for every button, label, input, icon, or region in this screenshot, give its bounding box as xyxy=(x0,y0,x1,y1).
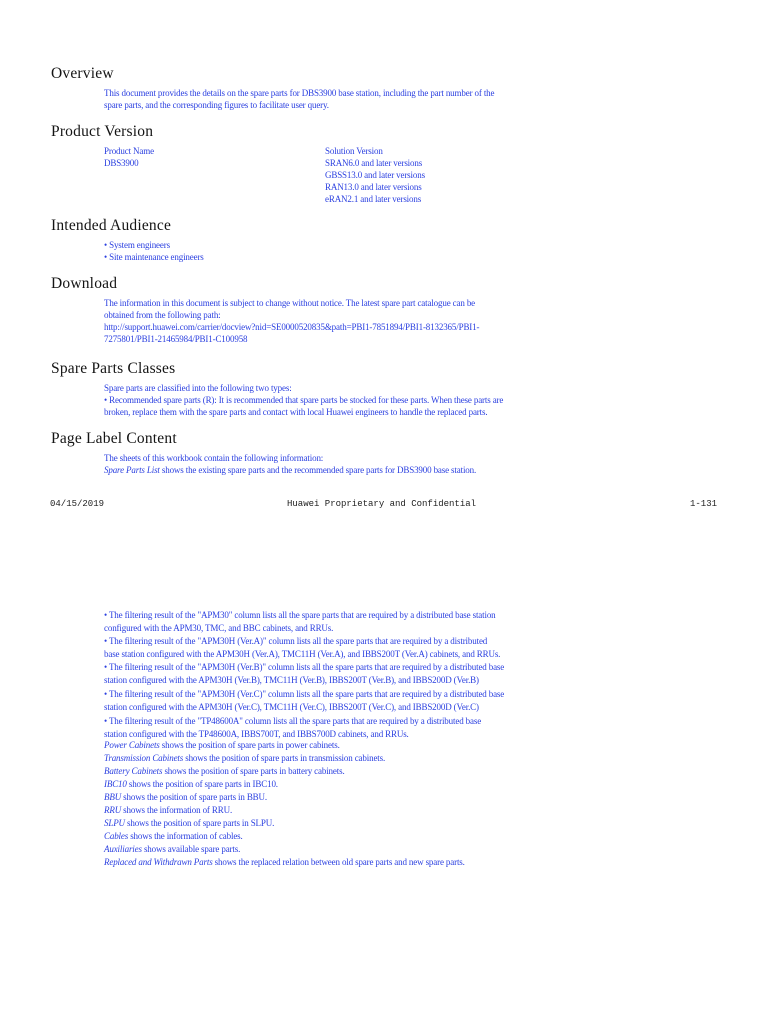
footer-confidential: Huawei Proprietary and Confidential xyxy=(287,499,477,509)
sheet-link[interactable]: Auxiliaries xyxy=(104,844,142,854)
filter-item xyxy=(104,688,504,713)
sheet-description xyxy=(104,765,465,778)
filter-item xyxy=(104,661,504,686)
sheet-description-text: shows the position of spare parts in BBU. xyxy=(121,792,267,802)
sheet-link[interactable]: RRU xyxy=(104,805,122,815)
sheet-description-text: shows the position of spare parts in battery cabinets. xyxy=(162,766,345,776)
sheet-link[interactable]: Battery Cabinets xyxy=(104,766,163,776)
product-name-value: DBS3900 xyxy=(104,158,139,168)
filter-line: • The filtering result of the "APM30H (Ver.B)" column lists all the spare parts that are required by a distributed base xyxy=(104,662,505,672)
filter-line: • The filtering result of the "TP48600A" column lists all the spare parts that are required by a distributed base xyxy=(104,716,482,726)
audience-item: • System engineers xyxy=(104,240,170,250)
solution-version-value: SRAN6.0 and later versions xyxy=(325,158,423,168)
filter-item xyxy=(104,635,504,659)
footer-page-number: 1-131 xyxy=(690,499,718,509)
filter-line: configured with the APM30, TMC, and BBC cabinets, and RRUs. xyxy=(104,623,334,633)
sheet-description xyxy=(104,804,465,817)
solution-version-column xyxy=(325,145,425,205)
download-link[interactable]: http://support.huawei.com/carrier/docview?nid=SE0000520835&path=PBI1-7851894/PBI1-8132365/PBI1- xyxy=(104,322,480,332)
filter-line: station configured with the APM30H (Ver.C), TMC11H (Ver.C), IBBS200T (Ver.C), and IBBS200D (Ver.C) xyxy=(104,702,479,712)
page-label-content-heading: Page Label Content xyxy=(51,430,177,447)
audience-list xyxy=(104,239,204,263)
footer-date: 04/15/2019 xyxy=(50,499,105,509)
sheet-description-text: shows available spare parts. xyxy=(141,844,241,854)
filter-descriptions xyxy=(104,609,504,740)
sheet-description xyxy=(104,752,465,765)
sheet-description-text: shows the position of spare parts in SLPU. xyxy=(124,818,275,828)
solution-version-value: RAN13.0 and later versions xyxy=(325,182,422,192)
sheet-description-text: shows the existing spare parts and the recommended spare parts for DBS3900 base station. xyxy=(159,465,477,475)
product-name-column xyxy=(104,145,154,169)
classes-line: • Recommended spare parts (R): It is recommended that spare parts be stocked for these parts. When these parts are xyxy=(104,395,504,405)
spare-parts-classes-heading: Spare Parts Classes xyxy=(51,360,176,377)
filter-line: • The filtering result of the "APM30" column lists all the spare parts that are required by a distributed base station xyxy=(104,610,496,620)
filter-line: • The filtering result of the "APM30H (Ver.A)" column lists all the spare parts that are required by a distributed xyxy=(104,636,488,646)
sheet-description-text: shows the information of cables. xyxy=(128,831,243,841)
classes-line: Spare parts are classified into the following two types: xyxy=(104,383,292,393)
sheet-description xyxy=(104,843,465,856)
product-version-heading: Product Version xyxy=(51,123,154,140)
sheet-description-text: shows the position of spare parts in power cabinets. xyxy=(159,740,340,750)
page-label-content-text xyxy=(104,452,476,476)
intended-audience-heading: Intended Audience xyxy=(51,217,172,234)
filter-line: station configured with the TP48600A, IBBS700T, and IBBS700D cabinets, and RRUs. xyxy=(104,729,409,739)
sheet-link[interactable]: Transmission Cabinets xyxy=(104,753,184,763)
sheet-description xyxy=(104,464,476,476)
audience-item: • Site maintenance engineers xyxy=(104,252,204,262)
solution-version-value: GBSS13.0 and later versions xyxy=(325,170,425,180)
download-heading: Download xyxy=(51,275,118,292)
sheet-link[interactable]: Cables xyxy=(104,831,129,841)
download-line: The information in this document is subject to change without notice. The latest spare part catalogue can be xyxy=(104,298,476,308)
sheet-description xyxy=(104,830,465,843)
sheet-link[interactable]: Spare Parts List xyxy=(104,465,160,475)
filter-item xyxy=(104,609,504,633)
sheet-description xyxy=(104,856,465,869)
filter-line: station configured with the APM30H (Ver.B), TMC11H (Ver.B), IBBS200T (Ver.B), and IBBS200D (Ver.B) xyxy=(104,675,479,685)
product-name-header: Product Name xyxy=(104,146,154,156)
sheet-link[interactable]: SLPU xyxy=(104,818,125,828)
solution-version-header: Solution Version xyxy=(325,146,383,156)
overview-heading: Overview xyxy=(51,65,114,82)
overview-line: spare parts, and the corresponding figures to facilitate user query. xyxy=(104,100,329,110)
sheet-description-text: shows the position of spare parts in IBC10. xyxy=(126,779,278,789)
sheet-description xyxy=(104,791,465,804)
sheet-description xyxy=(104,739,465,752)
filter-line: base station configured with the APM30H (Ver.A), TMC11H (Ver.A), and IBBS200T (Ver.A) cabinets, and RRUs. xyxy=(104,649,501,659)
page-label-line: The sheets of this workbook contain the following information: xyxy=(104,453,324,463)
sheet-description xyxy=(104,778,465,791)
overview-text xyxy=(104,87,494,111)
sheet-link[interactable]: Replaced and Withdrawn Parts xyxy=(104,857,213,867)
download-line: obtained from the following path: xyxy=(104,310,221,320)
sheet-list xyxy=(104,739,465,869)
sheet-link[interactable]: Power Cabinets xyxy=(104,740,160,750)
sheet-link[interactable]: BBU xyxy=(104,792,122,802)
sheet-description-text: shows the replaced relation between old spare parts and new spare parts. xyxy=(212,857,465,867)
spare-parts-classes-text xyxy=(104,382,584,417)
sheet-description-text: shows the information of RRU. xyxy=(121,805,233,815)
sheet-description-text: shows the position of spare parts in transmission cabinets. xyxy=(183,753,386,763)
sheet-description xyxy=(104,817,465,830)
classes-line: broken, replace them with the spare parts and contact with local Huawei engineers to handle the replaced parts. xyxy=(104,407,488,417)
filter-line: • The filtering result of the "APM30H (Ver.C)" column lists all the spare parts that are required by a distributed base xyxy=(104,689,505,699)
sheet-link[interactable]: IBC10 xyxy=(104,779,127,789)
download-text xyxy=(104,297,479,345)
filter-item xyxy=(104,715,504,739)
overview-line: This document provides the details on the spare parts for DBS3900 base station, including the part number of the xyxy=(104,88,495,98)
download-link[interactable]: 7275801/PBI1-21465984/PBI1-C100958 xyxy=(104,334,248,344)
solution-version-value: eRAN2.1 and later versions xyxy=(325,194,422,204)
